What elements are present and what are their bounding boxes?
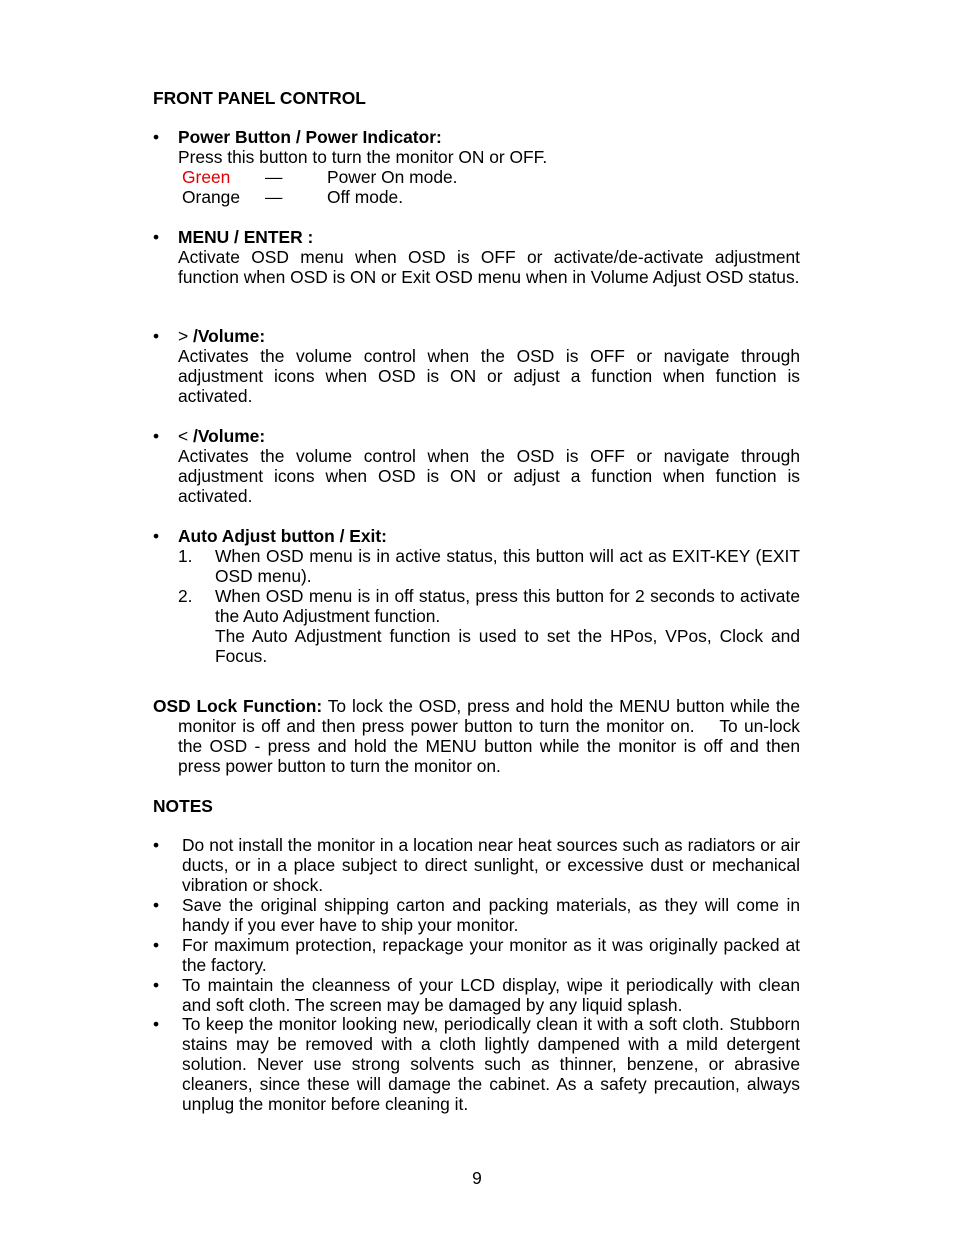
control-heading: /Volume:: [193, 326, 266, 346]
list-item-extra: The Auto Adjustment function is used to set the HPos, VPos, Clock and Focus.: [215, 626, 800, 666]
osd-lock-paragraph: [153, 696, 805, 776]
dash: —: [265, 167, 283, 187]
indicator-mode: Power On mode.: [327, 167, 458, 187]
bullet-icon: [153, 227, 165, 247]
dash: —: [265, 187, 283, 207]
osd-lock-text: To lock the OSD, press and hold the MENU button while the monitor is off and then press power button to turn the monitor on. To un-lock the OSD - press and hold the MENU button while the monitor is off and then press power button to turn the monitor on.: [178, 696, 805, 776]
section-title: FRONT PANEL CONTROL: [153, 88, 366, 108]
bullet-icon: [153, 326, 165, 346]
control-description: Activates the volume control when the OSD is OFF or navigate through adjustment icons when OSD is ON or adjust a function when function is activated.: [178, 446, 800, 506]
list-item: When OSD menu is in off status, press this button for 2 seconds to activate the Auto Adjustment function.: [215, 586, 800, 626]
indicator-color-orange: Orange: [182, 187, 241, 207]
control-heading-line: [178, 326, 265, 346]
osd-lock-function: [153, 696, 805, 776]
control-heading: Auto Adjust button / Exit:: [178, 526, 387, 546]
control-symbol: >: [178, 326, 189, 346]
bullet-icon: [153, 895, 165, 915]
bullet-icon: [153, 1014, 165, 1034]
control-symbol: <: [178, 426, 189, 446]
list-item: To maintain the cleanness of your LCD display, wipe it periodically with clean and soft cloth. The screen may be damaged by any liquid splash.: [182, 975, 800, 1015]
bullet-icon: [153, 935, 165, 955]
list-number: 1.: [178, 546, 193, 566]
bullet-icon: [153, 426, 165, 446]
indicator-color-green: Green: [182, 167, 231, 187]
control-heading-line: [178, 426, 265, 446]
list-item: When OSD menu is in active status, this button will act as EXIT-KEY (EXIT OSD menu).: [215, 546, 800, 586]
control-heading: Power Button / Power Indicator:: [178, 127, 442, 147]
list-item: For maximum protection, repackage your monitor as it was originally packed at the factory.: [182, 935, 800, 975]
list-number: 2.: [178, 586, 193, 606]
control-description: Press this button to turn the monitor ON or OFF.: [178, 147, 548, 167]
bullet-icon: [153, 975, 165, 995]
control-heading: /Volume:: [193, 426, 266, 446]
list-item: Save the original shipping carton and packing materials, as they will come in handy if you ever have to ship your monitor.: [182, 895, 800, 935]
control-description: Activates the volume control when the OSD is OFF or navigate through adjustment icons when OSD is ON or adjust a function when function is activated.: [178, 346, 800, 406]
list-item: To keep the monitor looking new, periodically clean it with a soft cloth. Stubborn stains may be removed with a cloth lightly dampened with a mild detergent solution. Never use strong solvents such as thinner, benzene, or abrasive cleaners, since these will damage the cabinet. As a safety precaution, always unplug the monitor before cleaning it.: [182, 1014, 800, 1114]
control-description: Activate OSD menu when OSD is OFF or activate/de-activate adjustment function when OSD is ON or Exit OSD menu when in Volume Adjust OSD status.: [178, 247, 800, 287]
list-item: Do not install the monitor in a location near heat sources such as radiators or air ducts, or in a place subject to direct sunlight, or excessive dust or mechanical vibration or shock.: [182, 835, 800, 895]
osd-lock-label: OSD Lock Function:: [153, 696, 323, 716]
bullet-icon: [153, 526, 165, 546]
bullet-icon: [153, 835, 165, 855]
control-heading: MENU / ENTER :: [178, 227, 314, 247]
notes-title: NOTES: [153, 796, 213, 816]
page-number: 9: [472, 1168, 482, 1188]
bullet-icon: [153, 127, 165, 147]
indicator-mode: Off mode.: [327, 187, 404, 207]
